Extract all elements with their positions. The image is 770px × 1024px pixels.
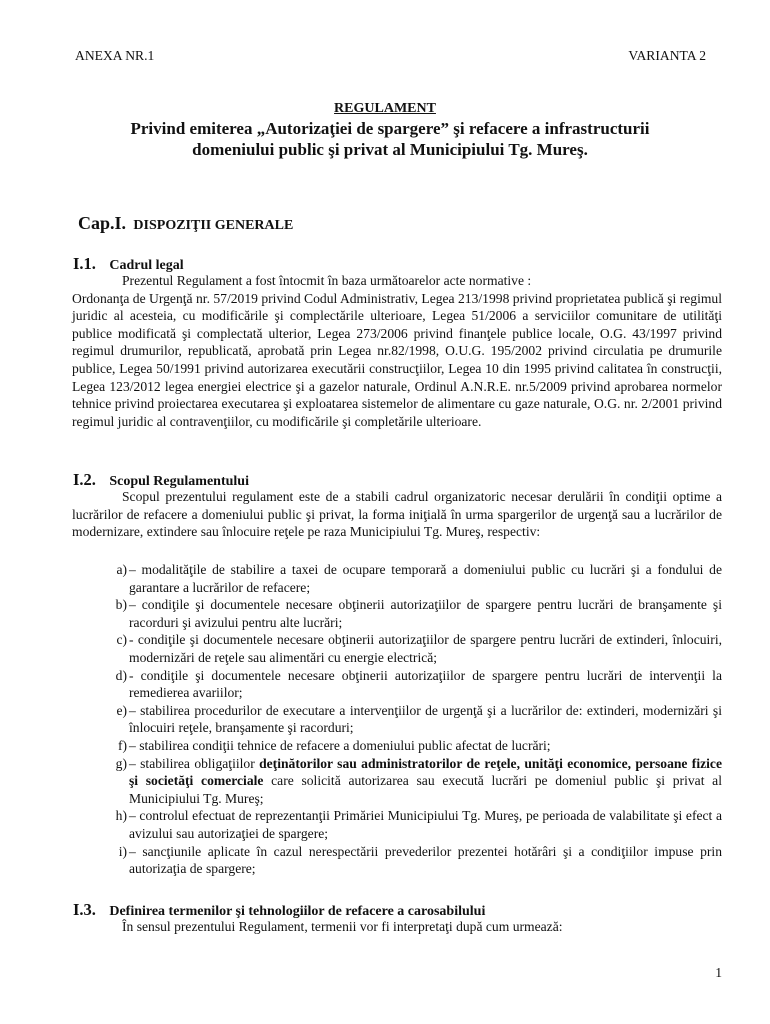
list-item: d) - condiţile şi documentele necesare obţinerii autorizaţiilor de spargere pentru lucrări de intervenţii la remedierea avariilor; (115, 667, 722, 701)
section-number: I.1. (73, 254, 96, 273)
page-number: 1 (715, 965, 722, 980)
section-3-intro: În sensul prezentului Regulament, termenii vor fi interpretaţi după cum urmează: (122, 919, 563, 934)
list-item: a) – modalităţile de stabilire a taxei de ocupare temporară a domeniului public cu lucrări şi a fondului de garantare a lucrărilor de refacere; (116, 562, 722, 595)
header-annex: ANEXA NR.1 (75, 48, 155, 63)
section-2-purpose: Scopul prezentului regulament este de a stabili cadrul organizatoric necesar derulării în condiţii optime a lucrărilor de refacere a domeniului public şi privat, la forma iniţială în urma spargerilor de urgenţă sau a lucrărilor de modernizare, extindere sau înlocuire reţele pe raza Municipiului Tg. Mureş, respectiv: (72, 489, 722, 540)
section-3-body (72, 918, 722, 936)
section-title: Definirea termenilor şi tehnologiilor de refacere a carosabilului (109, 904, 486, 919)
list-item: b) – condiţile şi documentele necesare obţinerii autorizaţiilor de spargere pentru lucrări de branşamente şi racorduri şi avizului pentru alte lucrări; (115, 597, 722, 630)
section-number: I.2. (73, 470, 96, 489)
section-2-body (72, 488, 722, 541)
section-title: Scopul Regulamentului (109, 474, 249, 489)
purpose-list (72, 561, 722, 878)
section-1-intro: Prezentul Regulament a fost întocmit în baza următoarelor acte normative : (122, 273, 532, 288)
header-variant: VARIANTA 2 (628, 48, 706, 63)
document-title (90, 118, 690, 160)
chapter-heading (78, 213, 293, 234)
section-title: Cadrul legal (109, 258, 184, 273)
list-item: e) – stabilirea procedurilor de executare a intervenţiilor de urgenţă şi a lucrărilor de: extinderi, modernizări şi înlocuiri reţele, branşamente şi racorduri; (116, 702, 722, 736)
chapter-number: Cap.I. (78, 213, 127, 233)
chapter-title: DISPOZIŢII GENERALE (133, 218, 294, 233)
title-line-2: domeniului public şi privat al Municipiului Tg. Mureş. (192, 140, 588, 159)
list-item: f) – stabilirea condiţii tehnice de refacere a domeniului public afectat de lucrări; (117, 737, 551, 753)
section-1-body (72, 272, 722, 430)
list-item: h) – controlul efectuat de reprezentanţii Primăriei Municipiului Tg. Mureş, pe perioada de valabilitate şi efect a avizului sau autorizaţiei de spargere; (115, 808, 722, 841)
regulation-label: REGULAMENT (334, 101, 436, 116)
list-item: i) – sancţiunile aplicate în cazul nerespectării prevederilor prezentei hotărâri şi a condiţiilor impuse prin autorizaţia de spargere; (118, 843, 722, 877)
bold-obligated-parties: deţinătorilor sau administratorilor de reţele, unităţi economice, persoane fizice şi societăţi comerciale (129, 755, 722, 789)
section-number: I.3. (73, 900, 96, 919)
section-heading-2 (73, 470, 249, 490)
section-heading-1 (73, 254, 184, 274)
section-heading-3 (73, 900, 485, 920)
section-1-acts: Ordonanţa de Urgenţă nr. 57/2019 privind Codul Administrativ, Legea 213/1998 privind proprietatea publică şi regimul juridic al acesteia, cu modificările şi complectările ulterioare, Legea 51/2006 a serviciilor comunitare de utilităţi publice modificată şi complectată ulterior, Legea 273/2006 privind finanţele publice locale, O.G. 43/1997 privind regimul drumurilor, republicată, aprobată prin Legea nr.82/1998, O.U.G. 195/2002 privind circulatia pe drumurile publice, Legea 50/1991 privind autorizarea executării construcţiilor, Legea 10 din 1995 privind calitatea în construcţii, Legea 123/2012 legea energiei electrice şi a gazelor naturale, Ordinul A.N.R.E. nr.5/2009 privind aprobarea normelor tehnice privind proiectarea executarea şi exploatarea sistemelor de alimentare cu gaze naturale, O.G. nr. 2/2001 privind regimul juridic al contravenţiilor, cu modificările şi completările ulterioare. (72, 290, 722, 429)
list-item: c) - condiţile şi documentele necesare obţinerii autorizaţiilor de spargere pentru lucrări de extinderi, înlocuiri, modernizări de reţele sau alimentări cu energie electrică; (116, 632, 722, 665)
title-line-1: Privind emiterea „Autorizaţiei de spargere” şi refacere a infrastructurii (130, 119, 650, 138)
list-item: g) – stabilirea obligaţiilor deţinătorilor sau administratorilor de reţele, unităţi economice, persoane fizice şi societăţi comerciale care solicită autorizarea sau execută lucrări pe domeniul public şi privat al Municipiului Tg. Mureş; (115, 755, 722, 806)
